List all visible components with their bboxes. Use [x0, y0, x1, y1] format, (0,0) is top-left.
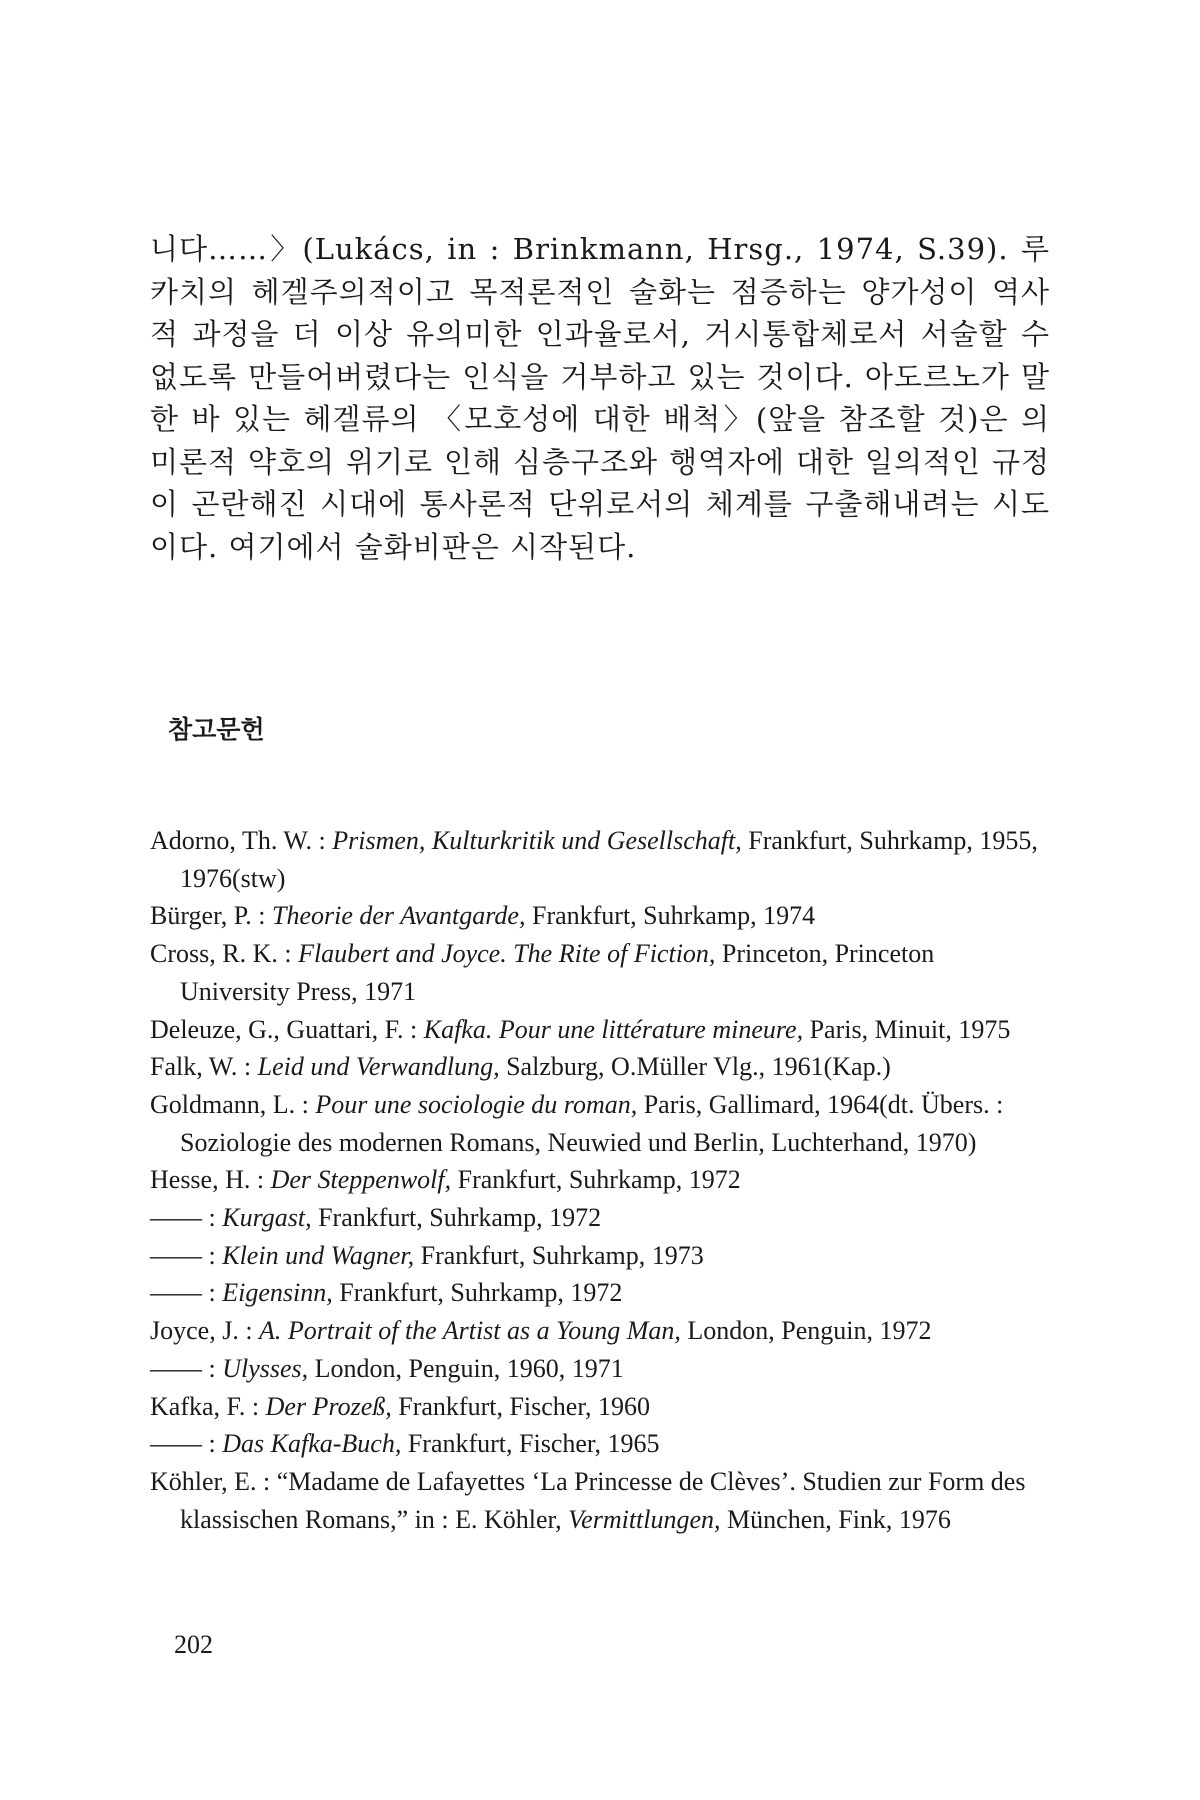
reference-entry — [150, 1161, 1050, 1199]
reference-author: —— : — [150, 1278, 223, 1308]
reference-details: München, Fink, 1976 — [720, 1504, 951, 1534]
reference-author: —— : — [150, 1240, 223, 1270]
reference-entry — [150, 1011, 1050, 1049]
reference-author: Deleuze, G., Guattari, F. : — [150, 1014, 424, 1044]
page-number: 202 — [174, 1630, 213, 1659]
reference-author: —— : — [150, 1203, 223, 1233]
reference-details: Salzburg, O.Müller Vlg., 1961(Kap.) — [499, 1052, 891, 1082]
reference-entry — [150, 1350, 1050, 1388]
reference-author: Adorno, Th. W. : — [150, 826, 333, 855]
reference-entry — [150, 1463, 1050, 1538]
reference-details: “Madame de Lafayettes ‘La Princesse de Clèves’. Studien zur Form des klassischen Romans,” in : E. Köhler, — [180, 1466, 1026, 1534]
reference-title: Leid und Verwandlung, — [257, 1052, 500, 1082]
reference-title: Theorie der Avantgarde, — [272, 901, 526, 931]
reference-details: Frankfurt, Suhrkamp, 1972 — [311, 1203, 602, 1233]
reference-details: Frankfurt, Suhrkamp, 1974 — [525, 901, 816, 931]
reference-author: Hesse, H. : — [150, 1165, 271, 1195]
reference-details: Paris, Gallimard, 1964(dt. Übers. : Soziologie des modernen Romans, Neuwied und Berlin, Luchterhand, 1970) — [180, 1089, 1004, 1157]
reference-details: Paris, Minuit, 1975 — [803, 1014, 1011, 1044]
reference-author: Köhler, E. : — [150, 1466, 277, 1496]
reference-author: —— : — [150, 1353, 223, 1383]
reference-entry — [150, 897, 1050, 935]
reference-author: Kafka, F. : — [150, 1391, 266, 1421]
reference-title: A. Portrait of the Artist as a Young Man, — [259, 1316, 681, 1346]
reference-author: Falk, W. : — [150, 1052, 258, 1082]
reference-entry — [150, 935, 1050, 1010]
reference-entry — [150, 1237, 1050, 1275]
reference-details: Frankfurt, Suhrkamp, 1972 — [451, 1165, 741, 1195]
reference-details: London, Penguin, 1972 — [680, 1316, 932, 1346]
reference-title: Ulysses, — [222, 1353, 309, 1383]
reference-details: London, Penguin, 1960, 1971 — [308, 1353, 624, 1383]
reference-author: Cross, R. K. : — [150, 939, 299, 969]
reference-author: Joyce, J. : — [150, 1316, 260, 1346]
reference-title: Der Steppenwolf, — [270, 1165, 452, 1195]
body-paragraph: 니다……〉(Lukács, in : Brinkmann, Hrsg., 1974, S.39). 루카치의 헤겔주의적이고 목적론적인 술화는 점증하는 양가성이 역사적 과정을 더 이상 유의미한 인과율로서, 거시통합체로서 서술할 수 없도록 만들어버렸다는 인식을 거부하고 있는 것이다. 아도르노가 말한 바 있는 헤겔류의 〈모호성에 대한 배척〉(앞을 참조할 것)은 의미론적 약호의 위기로 인해 심층구조와 행역자에 대한 일의적인 규정이 곤란해진 시대에 통사론적 단위로서의 체계를 구출해내려는 시도이다. 여기에서 술화비판은 시작된다. — [150, 232, 1050, 564]
reference-entry — [150, 1312, 1050, 1350]
reference-title: Der Prozeß, — [265, 1391, 392, 1421]
references-list — [150, 822, 1050, 1538]
reference-author: —— : — [150, 1429, 223, 1459]
reference-title: Flaubert and Joyce. The Rite of Fiction, — [298, 939, 716, 969]
reference-entry — [150, 1086, 1050, 1161]
reference-title: Prismen, Kulturkritik und Gesellschaft, — [332, 826, 742, 855]
references-heading: 참고문헌 — [168, 715, 265, 744]
reference-details: Frankfurt, Suhrkamp, 1972 — [332, 1278, 623, 1308]
reference-entry — [150, 1274, 1050, 1312]
reference-author: Goldmann, L. : — [150, 1089, 316, 1119]
reference-entry — [150, 1048, 1050, 1086]
reference-title: Klein und Wagner, — [222, 1240, 415, 1270]
reference-details: Frankfurt, Suhrkamp, 1973 — [414, 1240, 704, 1270]
reference-entry — [150, 1388, 1050, 1426]
reference-details: Princeton, Princeton University Press, 1971 — [180, 939, 935, 1006]
reference-details: Frankfurt, Fischer, 1965 — [401, 1429, 660, 1459]
reference-title: Kurgast, — [222, 1203, 312, 1233]
reference-details: Frankfurt, Fischer, 1960 — [391, 1391, 650, 1421]
reference-entry — [150, 1425, 1050, 1463]
reference-title: Das Kafka-Buch, — [222, 1429, 402, 1459]
reference-entry — [150, 1199, 1050, 1237]
reference-details: Frankfurt, Suhrkamp, 1955, 1976(stw) — [180, 826, 1038, 893]
reference-title: Vermittlungen, — [568, 1504, 721, 1534]
reference-title: Kafka. Pour une littérature mineure, — [423, 1014, 804, 1044]
reference-entry — [150, 822, 1050, 897]
reference-author: Bürger, P. : — [150, 901, 272, 931]
reference-title: Pour une sociologie du roman, — [315, 1089, 638, 1119]
reference-title: Eigensinn, — [222, 1278, 333, 1308]
